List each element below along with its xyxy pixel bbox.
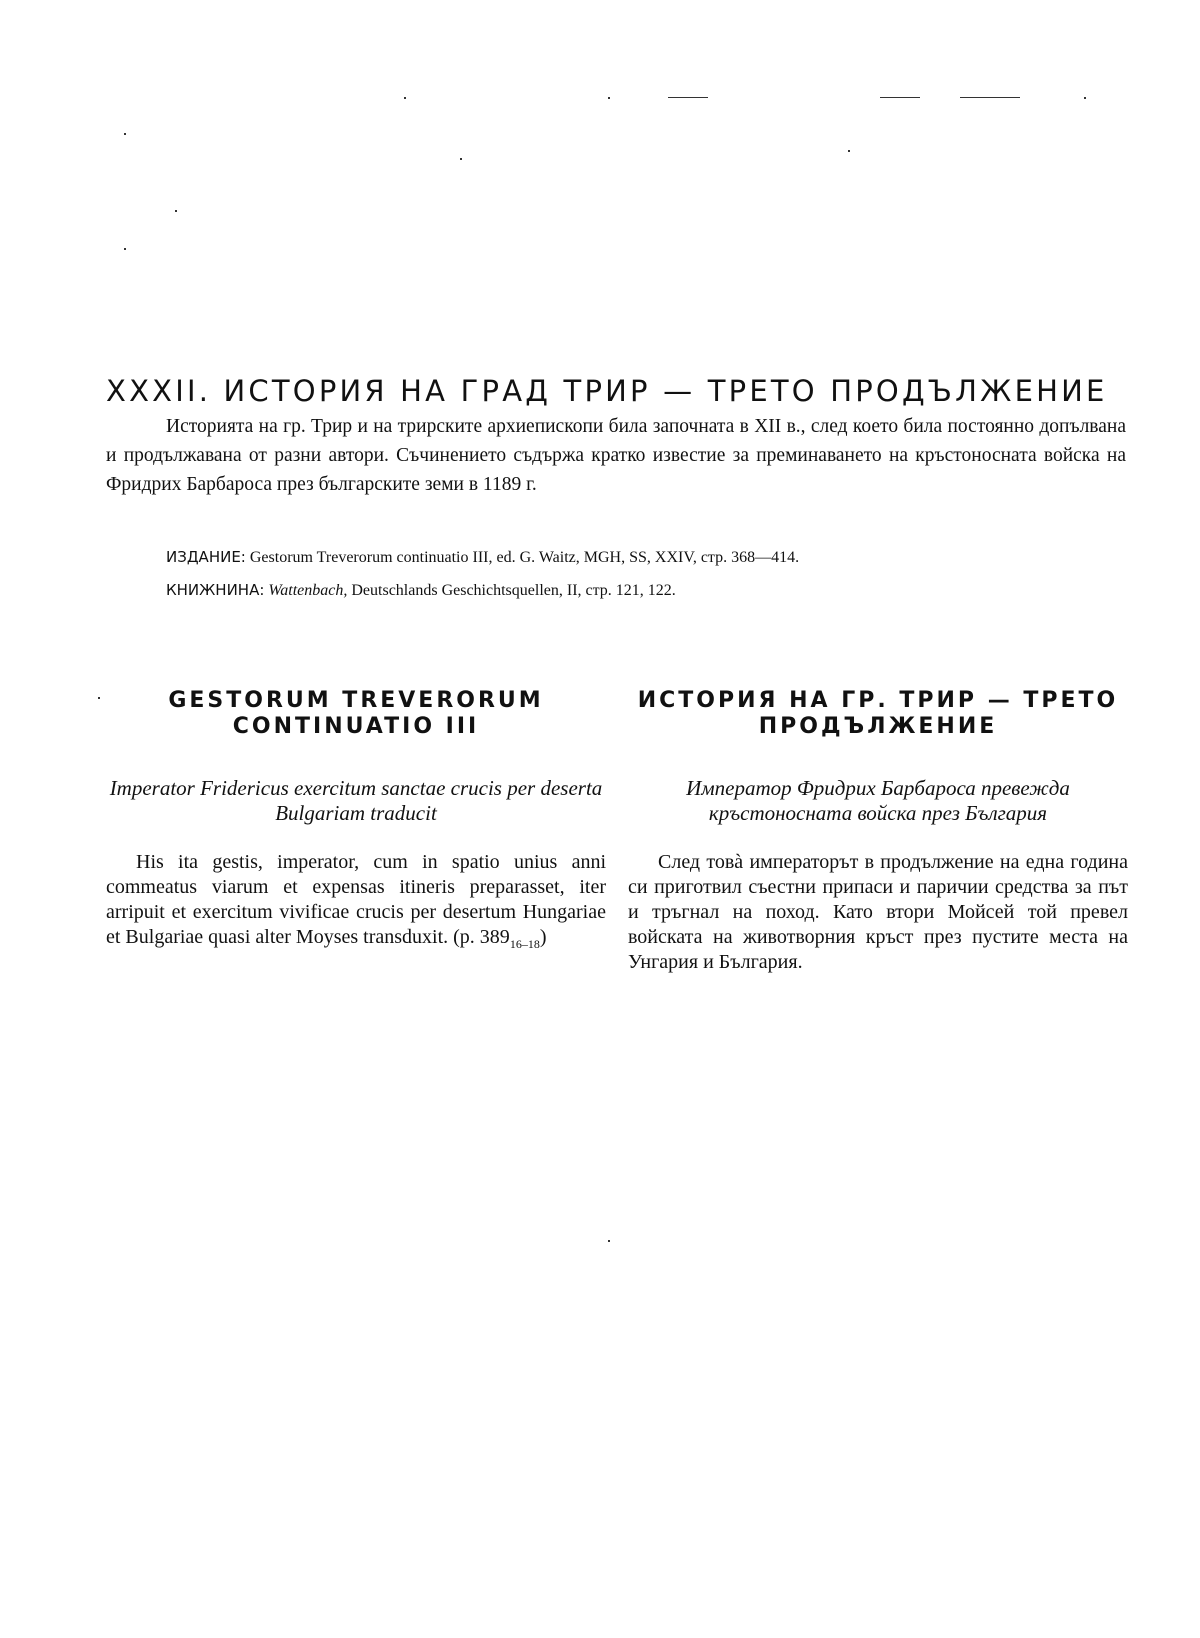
scan-speck <box>608 97 610 99</box>
literature-text: Deutschlands Geschichtsquellen, II, стр. 121, 122. <box>351 582 676 599</box>
latin-heading: GESTORUM TREVERORUM CONTINUATIO III <box>168 688 544 739</box>
scan-speck <box>124 133 126 135</box>
latin-page-ref: 16–18 <box>509 937 540 951</box>
scan-speck <box>460 158 462 160</box>
scan-speck <box>175 210 177 212</box>
edition-text: Gestorum Treverorum continuatio III, ed. G. Waitz, MGH, SS, XXIV, стр. 368—414. <box>249 549 800 566</box>
literature-label: КНИЖНИНА: <box>166 581 265 599</box>
scan-speck <box>668 97 708 98</box>
bulgarian-text: След товà императорът в продължение на една година си приготвил съестни припаси и паричии средства за път и тръгнал на поход. Като втори Мойсей той превел войската на животворния кръст през пустите места на Унгария и България. <box>628 851 1128 973</box>
latin-ref-close: ) <box>539 926 547 948</box>
scan-speck <box>404 97 406 99</box>
scan-speck <box>1084 97 1086 99</box>
scan-speck <box>880 97 920 98</box>
bulgarian-subheading: Император Фридрих Барбароса превежда кръстоносната войска през България <box>686 776 1070 825</box>
scan-speck <box>98 697 100 699</box>
bulgarian-column <box>628 688 1128 975</box>
latin-subheading: Imperator Fridericus exercitum sanctae crucis per deserta Bulgariam traducit <box>109 776 603 825</box>
latin-text <box>106 850 606 957</box>
bulgarian-heading: ИСТОРИЯ НА ГР. ТРИР — ТРЕТО ПРОДЪЛЖЕНИЕ <box>637 688 1119 739</box>
edition-label: ИЗДАНИЕ: <box>166 548 246 566</box>
scan-speck <box>848 150 850 152</box>
scan-speck <box>124 248 126 250</box>
literature-line <box>166 581 676 600</box>
latin-column <box>106 688 606 957</box>
edition-line <box>166 548 799 567</box>
scan-speck <box>960 97 1020 98</box>
literature-author: Wattenbach, <box>268 582 348 599</box>
latin-body: His ita gestis, imperator, cum in spatio unius anni commeatus viarum et expensas itineris preparasset, iter arripuit et exercitum vivificae crucis per desertum Hungariae et Bulgariae quasi alter Moyses transduxit. (p. 389 <box>106 851 606 948</box>
scan-speck <box>608 1240 610 1242</box>
chapter-intro: Историята на гр. Трир и на трирските архиепископи била започната в XII в., след което била постоянно допълвана и продължавана от разни автори. Съчинението съдържа кратко известие за преминаването на кръстоносната войска на Фридрих Барбароса през българските земи в 1189 г. <box>106 416 1126 495</box>
chapter-title: XXXII. ИСТОРИЯ НА ГРАД ТРИР — ТРЕТО ПРОДЪЛЖЕНИЕ <box>106 374 1108 409</box>
